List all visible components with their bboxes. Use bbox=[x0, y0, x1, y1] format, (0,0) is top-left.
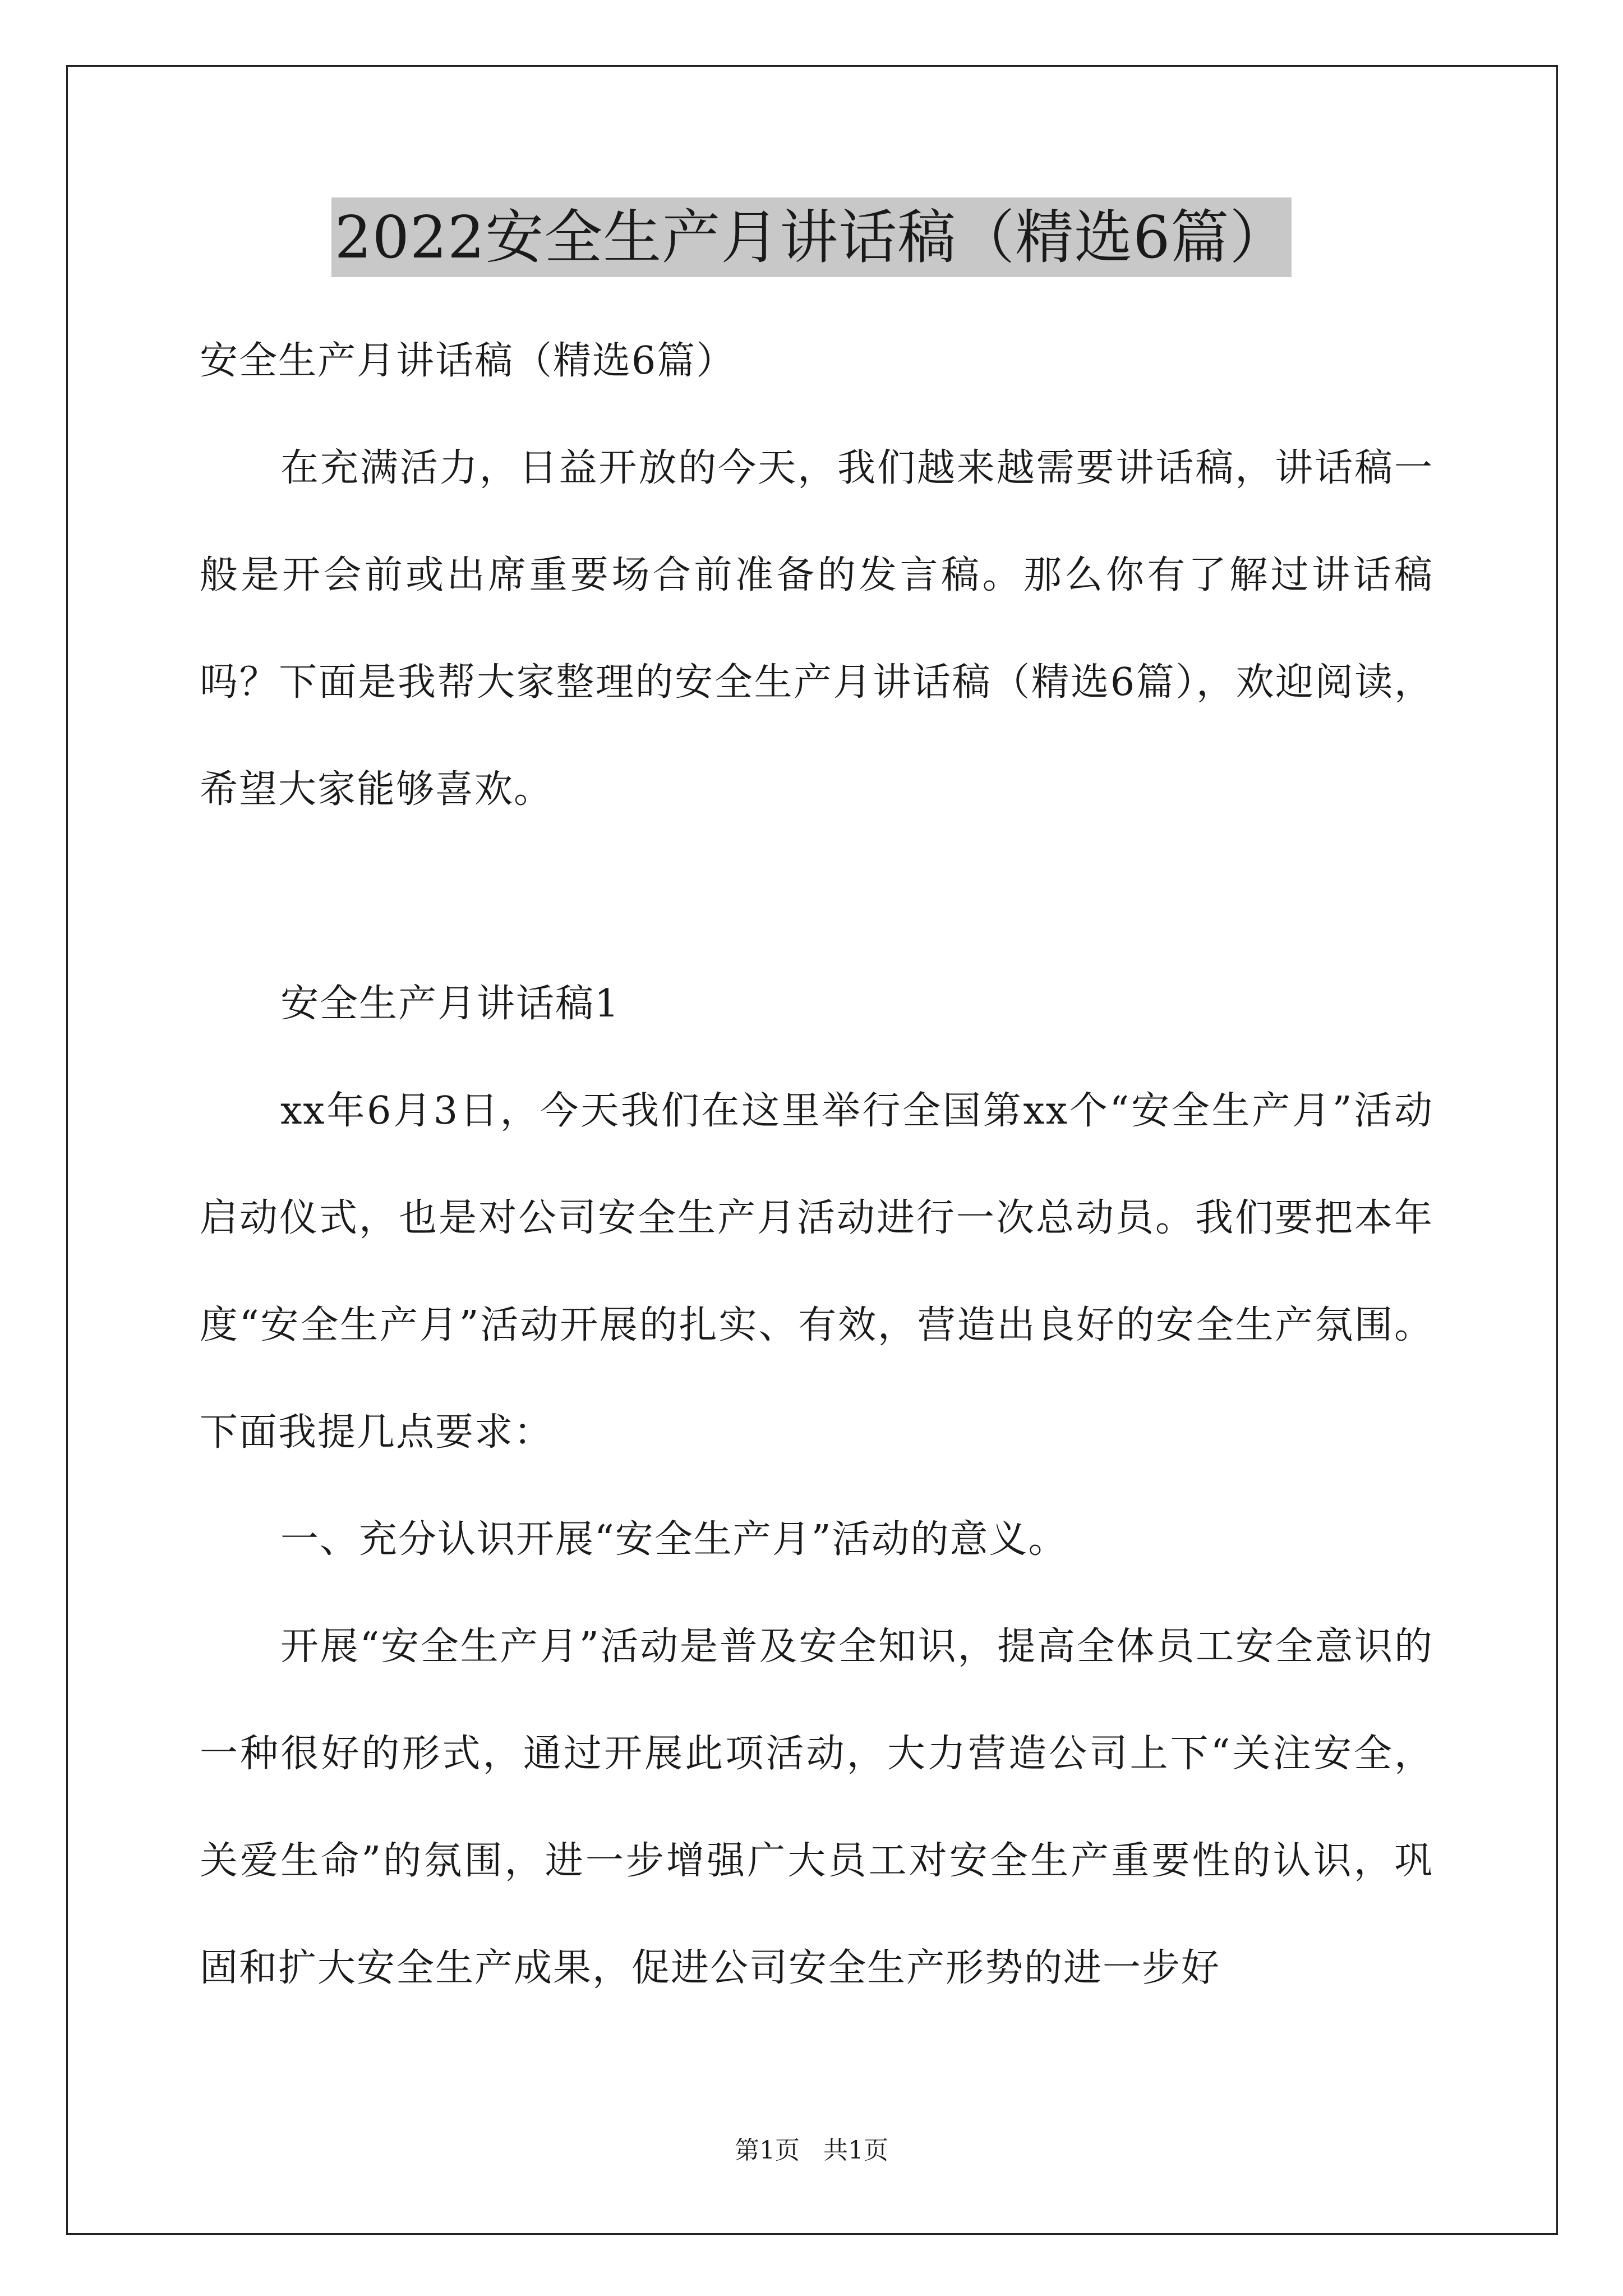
document-subtitle: 安全生产月讲话稿（精选6篇） bbox=[200, 339, 736, 383]
page-footer: 第1页 共1页 bbox=[735, 2136, 888, 2165]
title-container bbox=[0, 197, 1623, 277]
document-body bbox=[200, 307, 1433, 2022]
paragraph-spacer bbox=[200, 843, 1433, 950]
document-title: 2022安全生产月讲话稿（精选6篇） bbox=[331, 197, 1292, 277]
section-heading: 安全生产月讲话稿1 bbox=[280, 982, 620, 1026]
body-paragraph: xx年6月3日，今天我们在这里举行全国第xx个“安全生产月”活动启动仪式，也是对公司安全生产月活动进行一次总动员。我们要把本年度“安全生产月”活动开展的扎实、有效，营造出良好的安全生产氛围。下面我提几点要求： bbox=[200, 1089, 1433, 1455]
body-paragraph: 一、充分认识开展“安全生产月”活动的意义。 bbox=[280, 1517, 1068, 1562]
intro-paragraph: 在充满活力，日益开放的今天，我们越来越需要讲话稿，讲话稿一般是开会前或出席重要场合前准备的发言稿。那么你有了解过讲话稿吗？下面是我帮大家整理的安全生产月讲话稿（精选6篇），欢迎阅读，希望大家能够喜欢。 bbox=[200, 446, 1433, 812]
body-paragraph: 开展“安全生产月”活动是普及安全知识，提高全体员工安全意识的一种很好的形式，通过开展此项活动，大力营造公司上下“关注安全，关爱生命”的氛围，进一步增强广大员工对安全生产重要性的认识，巩固和扩大安全生产成果，促进公司安全生产形势的进一步好 bbox=[200, 1625, 1433, 1990]
